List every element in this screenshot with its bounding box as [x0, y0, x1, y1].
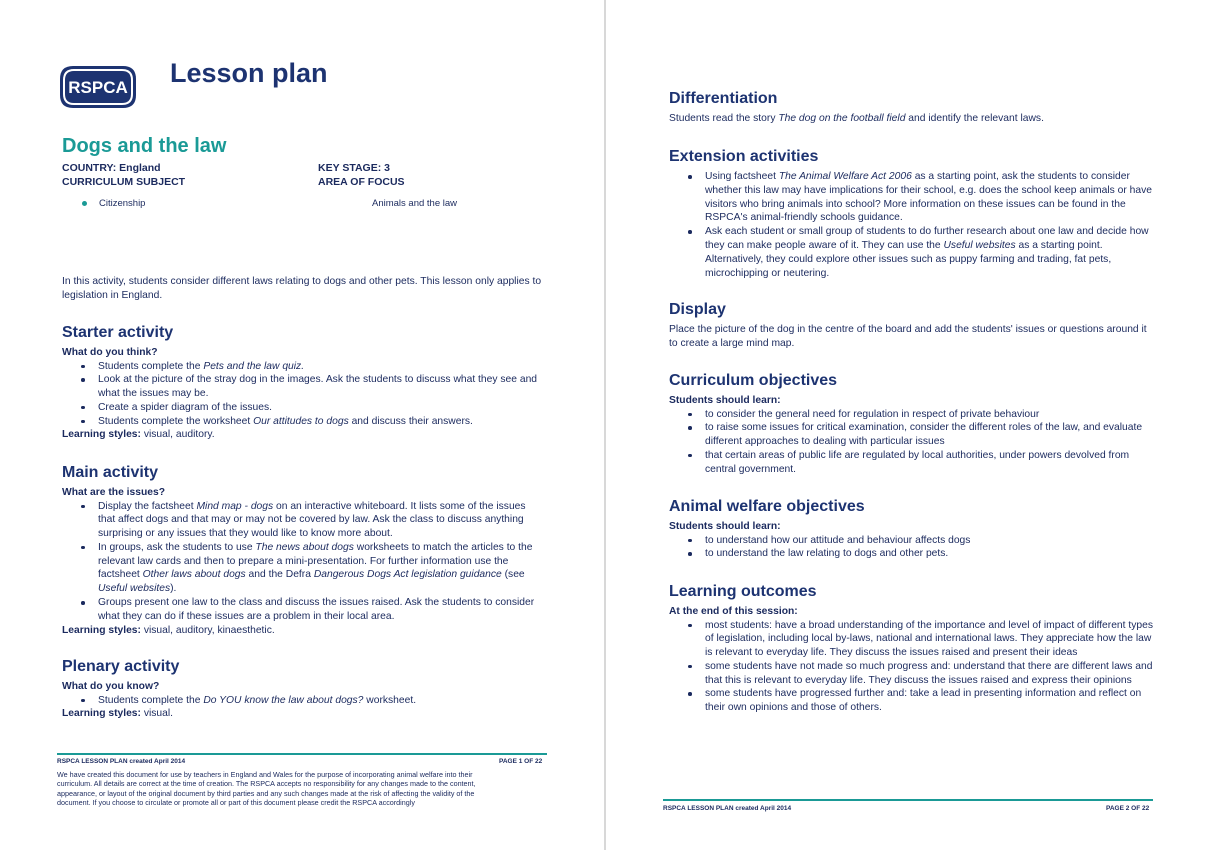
footer-page-number: PAGE 1 OF 22	[499, 758, 543, 765]
extension-list	[669, 170, 1154, 280]
list-item: In groups, ask the students to use The news about dogs worksheets to match the articles to the relevant law cards and then to prepare a mini-presentation. For further information use the factsheet Other laws about dogs and the Defra Dangerous Dogs Act legislation guidance (see Useful websites).	[62, 541, 544, 596]
list-item: to raise some issues for critical examination, consider the different roles of the law, and evaluate different approaches to dealing with particular issues	[669, 421, 1154, 449]
plenary-list	[62, 694, 544, 708]
focus-value: Animals and the law	[372, 198, 458, 209]
section-heading: Curriculum objectives	[669, 372, 838, 389]
logo-text: RSPCA	[68, 78, 128, 97]
footer-rule	[663, 799, 1153, 801]
display-section	[669, 300, 1154, 351]
curriculum-list	[669, 408, 1154, 477]
intro-paragraph: In this activity, students consider different laws relating to dogs and other pets. This lesson only applies to legislation in England.	[62, 276, 542, 301]
outcomes-section	[669, 582, 1154, 715]
welfare-section	[669, 497, 1154, 561]
section-subheading: What are the issues?	[62, 487, 165, 498]
list-item: some students have progressed further and: take a lead in presenting information and reflect on their own opinions and those of others.	[669, 687, 1154, 715]
list-item: Students complete the Do YOU know the law about dogs? worksheet.	[62, 694, 544, 708]
section-subheading: What do you think?	[62, 347, 158, 358]
document-title: Lesson plan	[170, 58, 328, 88]
list-item: Students complete the worksheet Our attitudes to dogs and discuss their answers.	[62, 415, 544, 429]
meta-values	[82, 198, 502, 209]
footer-created: RSPCA LESSON PLAN created April 2014	[663, 805, 792, 812]
extension-section	[669, 147, 1154, 280]
main-section	[62, 463, 544, 637]
differentiation-section	[669, 89, 1154, 126]
list-item: Students complete the Pets and the law quiz.	[62, 360, 544, 374]
list-item: Using factsheet The Animal Welfare Act 2006 as a starting point, ask the students to consider whether this law may have implications for their school, e.g. does the school keep animals or have visitors who bring animals into school? More information on these issues can be found in the RSPCA's animal-friendly schools guidance.	[669, 170, 1154, 225]
list-item: Groups present one law to the class and discuss the issues raised. Ask the students to consider what they can do if these issues are a problem in their local area.	[62, 596, 544, 624]
section-heading: Animal welfare objectives	[669, 498, 865, 515]
footer-page-number: PAGE 2 OF 22	[1106, 805, 1150, 812]
country-label: COUNTRY: England	[62, 162, 161, 174]
key-stage-label: KEY STAGE: 3	[318, 162, 390, 174]
footer-disclaimer: We have created this document for use by teachers in England and Wales for the purpose of incorporating animal welfare into their curriculum. All details are correct at the time of creation. The RSPCA accepts no responsibility for any changes made to the content, appearance, or layout of the original document by third parties and any such changes made at the risk of affecting the validity of the document. If you choose to circulate or promote all or part of this document please credit the RSPCA accordingly	[57, 770, 476, 807]
list-item: Display the factsheet Mind map - dogs on an interactive whiteboard. It lists some of the issues that affect dogs and that may or may not be covered by law. Ask the class to discuss anything surprising or any issues that they would like to know more about.	[62, 500, 544, 541]
section-subheading: What do you know?	[62, 681, 160, 692]
list-item: to understand how our attitude and behaviour affects dogs	[669, 534, 1154, 548]
list-item: to understand the law relating to dogs and other pets.	[669, 547, 1154, 561]
section-heading: Plenary activity	[62, 658, 180, 675]
list-item: to consider the general need for regulation in respect of private behaviour	[669, 408, 1154, 422]
footer-created: RSPCA LESSON PLAN created April 2014	[57, 758, 186, 765]
lesson-meta	[62, 161, 462, 189]
section-heading: Learning outcomes	[669, 583, 817, 600]
main-list	[62, 500, 544, 624]
rspca-logo	[59, 65, 137, 109]
section-heading: Main activity	[62, 464, 159, 481]
footer-rule	[57, 753, 547, 755]
section-heading: Extension activities	[669, 148, 819, 165]
learning-styles: Learning styles: visual, auditory.	[62, 429, 215, 441]
subject-value: Citizenship	[82, 198, 372, 209]
area-of-focus-label: AREA OF FOCUS	[318, 176, 405, 188]
section-text: Place the picture of the dog in the centre of the board and add the students' issues or questions around it to create a large mind map.	[669, 324, 1147, 349]
list-item: Create a spider diagram of the issues.	[62, 401, 544, 415]
welfare-list	[669, 534, 1154, 562]
list-item: Ask each student or small group of students to do further research about one law and decide how they can make people aware of it. They can use the Useful websites as a starting point. Alternatively, they could explore other issues such as puppy farming and trading, fat pets, microchipping or neutering.	[669, 225, 1154, 280]
learning-styles: Learning styles: visual, auditory, kinaesthetic.	[62, 624, 275, 636]
curriculum-subject-label: CURRICULUM SUBJECT	[62, 176, 186, 188]
curriculum-section	[669, 371, 1154, 476]
plenary-section	[62, 657, 544, 721]
section-text: Students read the story The dog on the football field and identify the relevant laws.	[669, 113, 1044, 124]
list-item: most students: have a broad understanding of the importance and level of impact of different types of legislation, including local by-laws, national and international laws. They appreciate how the law is relevant to everyday life. They discuss the issues raised and present their ideas	[669, 619, 1154, 660]
lesson-title: Dogs and the law	[62, 135, 227, 157]
list-item: Look at the picture of the stray dog in the images. Ask the students to discuss what they see and what the issues may be.	[62, 373, 544, 401]
section-subheading: Students should learn:	[669, 521, 781, 532]
section-subheading: At the end of this session:	[669, 606, 798, 617]
starter-list	[62, 360, 544, 429]
section-subheading: Students should learn:	[669, 395, 781, 406]
list-item: that certain areas of public life are regulated by local authorities, under powers devolved from central government.	[669, 449, 1154, 477]
learning-styles: Learning styles: visual.	[62, 708, 174, 720]
starter-section	[62, 323, 544, 442]
section-heading: Display	[669, 301, 726, 318]
outcomes-list	[669, 619, 1154, 716]
list-item: some students have not made so much progress and: understand that there are different laws and that this is relevant to everyday life. They discuss the issues raised and express their opinions	[669, 660, 1154, 688]
section-heading: Differentiation	[669, 90, 778, 107]
section-heading: Starter activity	[62, 324, 174, 341]
